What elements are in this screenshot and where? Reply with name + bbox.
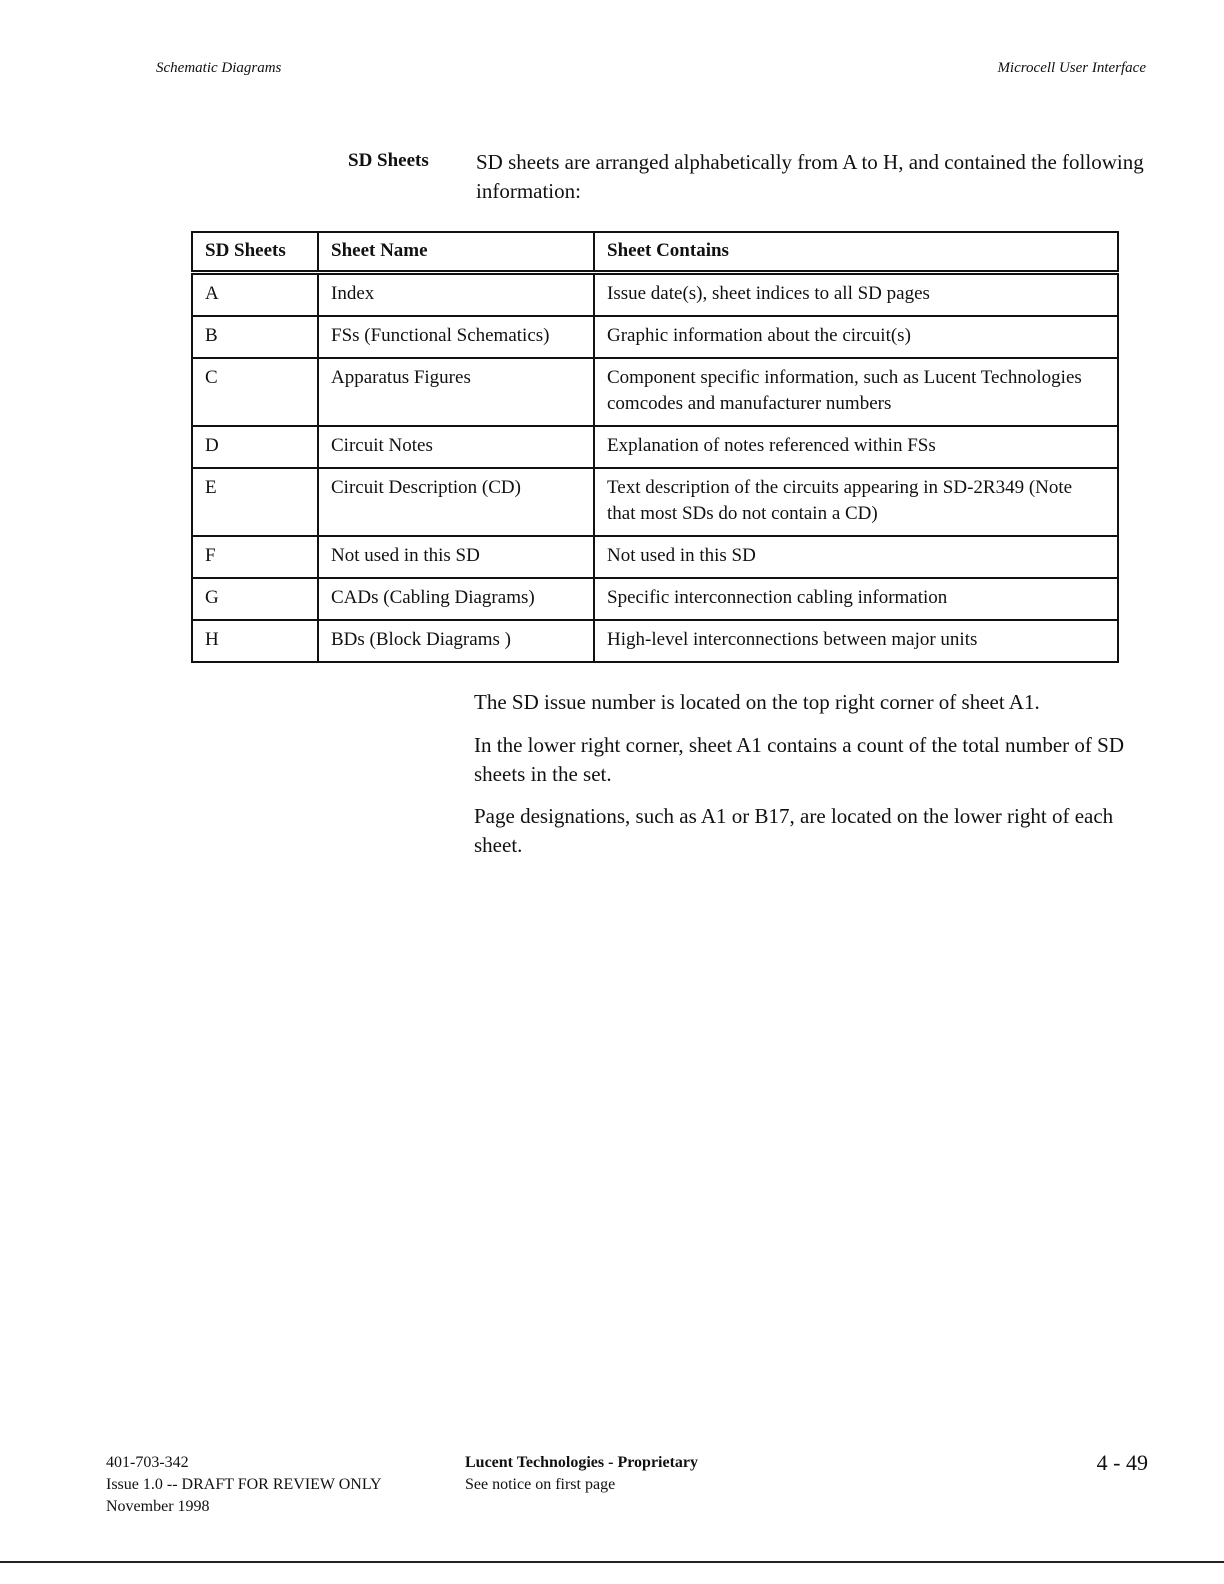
- cell-name: Circuit Notes: [318, 426, 594, 468]
- footer-issue: Issue 1.0 -- DRAFT FOR REVIEW ONLY: [106, 1476, 382, 1493]
- header-sheet-name: Sheet Name: [318, 232, 594, 273]
- table-row: [192, 578, 1118, 620]
- cell-name: Not used in this SD: [318, 536, 594, 578]
- cell-contains: Graphic information about the circuit(s): [594, 316, 1118, 358]
- section-label: SD Sheets: [348, 150, 429, 171]
- page-number: 4 - 49: [1096, 1450, 1148, 1475]
- cell-sheet: E: [192, 468, 318, 536]
- cell-sheet: D: [192, 426, 318, 468]
- cell-name: Circuit Description (CD): [318, 468, 594, 536]
- table-row: [192, 536, 1118, 578]
- sd-sheets-table: [191, 231, 1119, 663]
- cell-contains: Issue date(s), sheet indices to all SD pages: [594, 273, 1118, 317]
- cell-sheet: G: [192, 578, 318, 620]
- paragraph-sheet-count: In the lower right corner, sheet A1 contains a count of the total number of SD sheets in the set.: [474, 733, 1124, 786]
- paragraph-issue-number: The SD issue number is located on the top right corner of sheet A1.: [474, 690, 1040, 714]
- cell-sheet: C: [192, 358, 318, 426]
- footer-doc-number: 401-703-342: [106, 1454, 189, 1471]
- header-sd-sheets: SD Sheets: [192, 232, 318, 273]
- footer-company: Lucent Technologies - Proprietary: [465, 1454, 699, 1471]
- cell-sheet: B: [192, 316, 318, 358]
- table-row: [192, 468, 1118, 536]
- cell-name: CADs (Cabling Diagrams): [318, 578, 594, 620]
- cell-contains: Specific interconnection cabling information: [594, 578, 1118, 620]
- table-row: [192, 273, 1118, 317]
- table-row: [192, 358, 1118, 426]
- cell-name: BDs (Block Diagrams ): [318, 620, 594, 662]
- cell-contains: Text description of the circuits appearing in SD-2R349 (Note that most SDs do not contain a CD): [594, 468, 1118, 536]
- cell-contains: Not used in this SD: [594, 536, 1118, 578]
- cell-sheet: A: [192, 273, 318, 317]
- table-row: [192, 620, 1118, 662]
- cell-contains: High-level interconnections between major units: [594, 620, 1118, 662]
- footer-date: November 1998: [106, 1498, 210, 1515]
- cell-name: FSs (Functional Schematics): [318, 316, 594, 358]
- table-header-row: [192, 232, 1118, 273]
- footer-proprietary: [465, 1452, 698, 1496]
- section-intro: SD sheets are arranged alphabetically from A to H, and contained the following information:: [476, 150, 1144, 203]
- cell-sheet: H: [192, 620, 318, 662]
- footer-rule: [0, 1561, 1224, 1563]
- cell-name: Index: [318, 273, 594, 317]
- paragraph-page-designations: Page designations, such as A1 or B17, are located on the lower right of each sheet.: [474, 804, 1114, 857]
- cell-name: Apparatus Figures: [318, 358, 594, 426]
- cell-sheet: F: [192, 536, 318, 578]
- cell-contains: Component specific information, such as Lucent Technologies comcodes and manufacturer numbers: [594, 358, 1118, 426]
- running-header-left: Schematic Diagrams: [156, 60, 282, 76]
- footer-document-info: [106, 1452, 382, 1518]
- header-sheet-contains: Sheet Contains: [594, 232, 1118, 273]
- table-row: [192, 426, 1118, 468]
- cell-contains: Explanation of notes referenced within FSs: [594, 426, 1118, 468]
- table-row: [192, 316, 1118, 358]
- footer-notice: See notice on first page: [465, 1476, 616, 1493]
- running-header-right: Microcell User Interface: [997, 60, 1146, 76]
